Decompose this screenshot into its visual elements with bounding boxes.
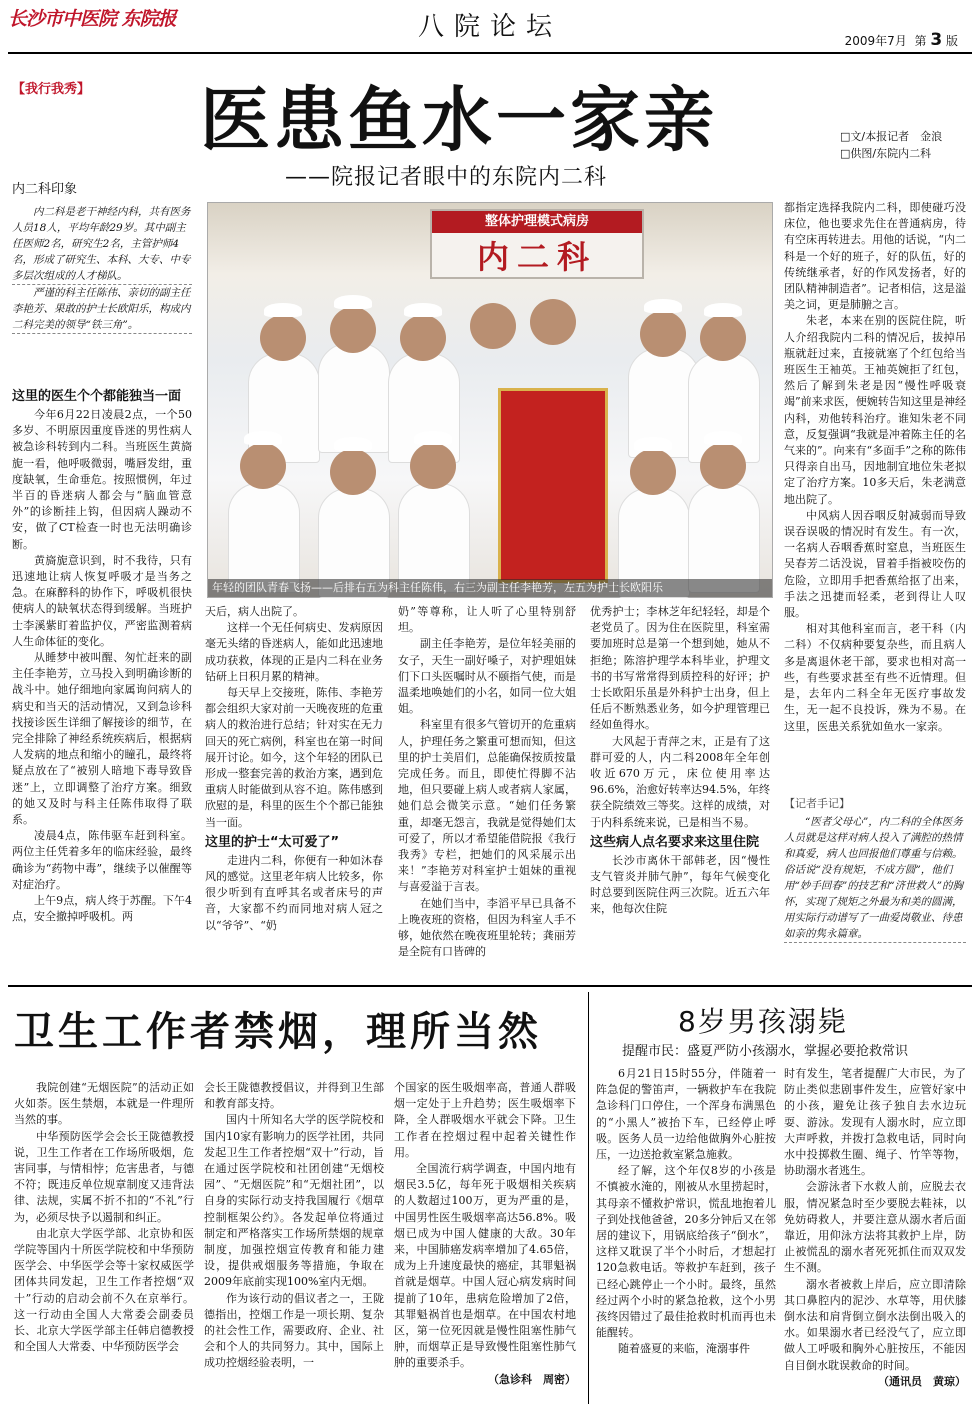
smoking-headline: 卫生工作者禁烟，理所当然 [14,1009,542,1055]
paragraph: 作为该行动的倡议者之一，王陇德指出，控烟工作是一项长期、复杂的社会性工作，需要政府、企业、社会和个人的共同努力。其中，国际上成功控烟经验表明，一 [204,1291,384,1370]
paragraph: 走进内二科，你便有一种如沐春风的感觉。这里老年病人比较多，你很少听到有直呼其名或者床号的声音，大家都不约而同地对病人冠之以“爷爷”、“奶 [205,853,383,932]
reporter-note [784,792,966,982]
article-column-1 [12,385,192,975]
paragraph: 我院创建“无烟医院”的活动正如火如荼。医生禁烟，本就是一件理所当然的事。 [14,1081,194,1127]
subhead: ——院报记者眼中的东院内二科 [285,165,608,190]
issue-date-text: 2009年7月 [844,34,907,48]
credit-photo: □ 供图/东院内二科 [840,147,931,160]
drowning-subhead: 提醒市民：盛夏严防小孩溺水，掌握必要抢救常识 [622,1044,909,1059]
reporter-note-body [784,814,966,943]
staff-face [530,299,576,345]
paragraph: 黄旖旎意识到，时不我待，只有迅速地让病人恢复呼吸才是当务之急。在麻醉科的协作下，呼吸机很快使病人的缺氧状态得到缓解。当班护士李溪紫盯着监护仪，严密监测着病人生命体征的变化。 [12,553,192,648]
ward-sign-main: 内二科 [476,238,597,276]
staff-face [260,315,306,361]
paragraph: 溺水者被救上岸后，应立即清除其口鼻腔内的泥沙、水草等，用伏膝倒水法和肩背倒立倒水法倒出吸入的水。如果溺水者已经没气了，应立即做人工呼吸和胸外心脏按压，不能因自目倒水耽误救命的时间。 [784,1277,966,1372]
subheading: 这里的医生个个都能独当一面 [12,389,182,404]
page-prefix: 第 [914,34,927,48]
paragraph: 凌晨4点，陈伟驱车赶到科室。两位主任凭着多年的临床经验，最终确诊为“药物中毒”，继续予以催醒等对症治疗。 [12,829,192,891]
section-divider [8,985,972,987]
paragraph: 会游泳者下水救人前，应脱去衣服，情况紧急时至少要脱去鞋袜，以免妨碍救人，并要注意从溺水者后面靠近，用仰泳方法将其救护上岸，防止被慌乱的溺水者死死抓住而双双发生不测。 [784,1180,966,1275]
paragraph: 中风病人因吞咽反射减弱而导致误吞误吸的情况时有发生。有一次，一名病人吞咽香蕉时窒息，当班医生吴春芳二话没说，冒着手指被咬伤的危险，立即用手把香蕉给抠了出来，手法之迅捷而轻柔，老到得让人叹服。 [784,508,966,620]
team-photo [207,202,773,598]
smoking-column-1 [14,1080,194,1405]
reporter-note-title: 【记者手记】 [784,797,850,810]
paragraph: 随着盛夏的来临，淹溺事件 [618,1342,750,1356]
drowning-headline: 8岁男孩溺毙 [678,1005,848,1038]
paragraph: 科室里有很多气管切开的危重病人，护理任务之繁重可想而知，但这里的护士美眉们，总能确保按质按量完成任务。而且，即使忙得脚不沾地，但只要碰上病人或者病人家属，她们总会微笑示意。“她们任务繁重，却毫无怨言，我就是觉得她们太可爱了，所以才希望能借院报《我行我秀》专栏，把她们的风采展示出来！”李艳芳对科室护士姐妹的重视与喜爱溢于言表。 [398,718,576,894]
staff-face [410,443,456,489]
paragraph: 长沙市离休干部韩老，因“慢性支气管炎并肺气肿”，每年气候变化时总要到医院住两三次院。近五六年来，他每次住院 [590,853,770,916]
smoking-byline: （急诊科 周密） [488,1372,576,1386]
paragraph: 全国流行病学调查，中国内地有烟民3.5亿，每年死于吸烟相关疾病的人数超过100万，更为严重的是，中国男性医生吸烟率高达56.8%。吸烟已成为中国人健康的大敌。30年来，中国肺癌发病率增加了4.65倍，成为上升速度最快的癌症，其罪魁祸首就是烟草。中国人冠心病发病时间提前了10年，患病危险增加了2倍，其罪魁祸首也是烟草。在中国农村地区，第一位死因就是慢性阻塞性肺气肿，而烟草正是导致慢性阻塞性肺气肿的重要杀手。 [394,1162,576,1370]
article-column-4 [590,604,770,974]
page-number: 3 [930,30,943,50]
sidebar-title: 内二科印象 [12,182,78,197]
credits [840,128,942,162]
paragraph: 相对其他科室而言，老干科（内二科）不仅病种要复杂些，而且病人多是离退休老干部，要求也相对高一些，有些要求甚至有些不近情理。但是，去年内二科全年无医疗事故发生，无一起不良投诉，殊为不易。在这里，医患关系犹如鱼水一家亲。 [784,622,966,733]
ward-sign [430,209,644,279]
smoking-column-3 [394,1080,576,1405]
article-column-5 [784,200,966,775]
staff-face [400,315,446,361]
page-suffix: 版 [945,34,958,48]
section-tag: 【我行我秀】 [12,82,91,97]
article-column-2 [205,604,383,974]
red-silk-banner [498,388,608,583]
paragraph: 大风起于青萍之末，正是有了这群可爱的人，内二科2008年全年创收近670万元，床位使用率达96.6%，治愈好转率达94.5%，年终获全院绩效三等奖。这样的成绩，对于内科系统来说，已是相当不易。 [590,734,770,829]
paragraph: 中华预防医学会会长王陇德教授说，卫生工作者在工作场所吸烟，危害同事，与情相悖；危害患者，与德不符；既违反单位规章制度又违背法律、法规，实属不折不扣的“不礼”行为，必须尽快予以遏制和纠正。 [14,1129,194,1224]
drowning-byline: （通讯员 黄琼） [878,1374,966,1388]
paragraph: 经了解，这个年仅8岁的小孩是不慎被水淹的，刚被从水里捞起时，其母亲不懂救护常识，慌乱地抱着儿子到处找他爸爸，20多分钟后又在邻居的建议下，用锅底给孩子“倒水”，这样又耽误了半个小时后，才想起打120急救电话。等救护车赶到，孩子已经心跳停止一个小时。最终，虽然经过两个小时的紧急抢救，这个小男孩终因错过了最佳抢救时机而再也未能醒转。 [596,1164,776,1340]
article-column-3 [398,604,576,974]
staff-face [470,303,516,349]
staff-face [330,449,376,495]
drowning-column-1 [596,1066,776,1406]
ward-sign-top: 整体护理模式病房 [432,211,642,233]
paragraph: 国内十所知名大学的医学院校和国内10家有影响力的医学社团，共同发起卫生工作者控烟“双十”行动，旨在通过医学院校和社团创建“无烟校园”、“无烟医院”和“无烟社团”，以自身的实际行动支持我国履行《烟草控制框架公约》。各发起单位将通过制定和严格落实工作场所禁烟的规章制度，加强控烟宣传教育和能力建设，提供戒烟服务等措施，争取在2009年底前实现100%室内无烟。 [204,1113,384,1289]
staff-face [630,449,676,495]
staff-face [240,443,286,489]
paragraph: 个国家的医生吸烟率高，普通人群吸烟一定处于上升趋势；医生吸烟率下降，全人群吸烟水平就会下降。卫生工作者在控烟过程中起着关键性作用。 [394,1081,576,1159]
paragraph: 从睡梦中被叫醒、匆忙赶来的副主任李艳芳，立马投入到明确诊断的战斗中。她仔细地向家属询问病人的病史和当天的活动情况，又到急诊科找接诊医生详细了解接诊的细节，在完全排除了神经系统疾病后，根据病人发病的地点和缩小的瞳孔，最终将疑点放在了“被别人暗地下毒导致昏迷”上，立即调整了治疗方案。细致的她又及时与科主任陈伟取得了联系。 [12,651,192,827]
subheading: 这里的护士“太可爱了” [205,834,340,850]
staff-face [330,307,376,353]
paragraph: 奶”等尊称，让人听了心里特别舒坦。 [398,605,576,635]
paragraph: 今年6月22日凌晨2点，一个50多岁、不明原因重度昏迷的男性病人被急诊科转到内二科。当班医生黄旖旎一看，他呼吸微弱，嘴唇发绀，重度缺氧，生命垂危。按照惯例，年过半百的昏迷病人都会与“脑血管意外”的诊断挂上钩，但因病人躁动不安，做了CT检查一时也无法明确诊断。 [12,408,192,551]
paragraph: 朱老，本来在别的医院住院，听人介绍我院内二科的情况后，拔掉吊瓶就赶过来，直接就塞了个红包给当班医生王袖英。王袖英婉拒了红包，然后了解到朱老是因“慢性呼吸衰竭”前来求医，便婉转告知这里是神经内科，劝他转科治疗。谁知朱老不同意，反复强调“我就是冲着陈主任的名气来的”。向来有“多面手”之称的陈伟只得亲自出马，因地制宜地位朱老拟定了治疗方案。10多天后，朱老满意地出院了。 [784,314,966,506]
drowning-column-2 [784,1066,966,1406]
paragraph: 优秀护士；李林芝年纪轻轻，却是个老党员了。因为住在医院里，科室需要加班时总是第一个想到她，她从不拒绝；陈溶护理学本科毕业，护理文书的书写常常得到质控科的好评；护士长欧阳乐虽是外科护士出身，但上任后不断熟悉业务，如今护理管理已经如鱼得水。 [590,605,770,732]
paragraph: 在她们当中，李滔平早已具备不上晚夜班的资格，但因为科室人手不够，她依然在晚夜班里轮转；龚丽芳是全院有口皆碑的 [398,896,576,959]
staff-figure [228,483,300,593]
sidebar-box [12,178,192,334]
staff-face [700,443,746,489]
masthead-rule [8,52,972,54]
credit-text: □ 文/本报记者 金浪 [840,130,942,143]
paragraph: 上午9点，病人终于苏醒。下午4点，安全撤掉呼吸机。两 [12,894,192,924]
paragraph: 每天早上交接班，陈伟、李艳芳都会组织大家对前一天晚夜班的危重病人的救治进行总结；针对实在无力回天的死亡病例，科室也在第一时间展开讨论。如今，这个年轻的团队已形成一整套完善的救治方案，遇到危重病人时能做到从容不迫。陈伟感到欣慰的是，科里的医生个个都已能独当一面。 [205,686,383,829]
masthead-logo: 长沙市中医院 东院报 [8,8,176,30]
paragraph: 副主任李艳芳，是位年轻美丽的女子，天生一副好嗓子，对护理姐妹们下口头医嘱时从不颐指气使，而是温柔地唤她们的小名，如同一位大姐姐。 [398,637,576,716]
issue-date [845,30,958,50]
paragraph: 都指定选择我院内二科，即使碰巧没床位，他也要求先住在普通病房，待有空床再转进去。用他的话说，“内二科是一个好的班子，好的队伍，好的传统继承者，好的作风发扬者，好的团队精神制造者”。记者相信，这是溢美之词，更是肺腑之言。 [784,201,966,312]
sidebar-para: 内二科是老干神经内科，共有医务人员18人，平均年龄29岁。其中副主任医师2名，研究生2名，主管护师4名，形成了研究生、本科、大专、中专多层次组成的人才梯队。 [12,204,192,285]
paragraph: 天后，病人出院了。 [205,605,304,618]
page-section-title: 八院论坛 [417,12,562,42]
paragraph: 由北京大学医学部、北京协和医学院等国内十所医学院校和中华预防医学会、中华医学会等十家权威医学团体共同发起，卫生工作者控烟“双十”行动的启动会前不久在京举行。这一行动由全国人大常委会副委员长、北京大学医学部主任韩启德教授和全国人大常委、中华预防医学会 [14,1226,194,1354]
subheading: 这些病人点名要求来这里住院 [590,834,760,850]
paragraph: 会长王陇德教授倡议，并得到卫生部和教育部支持。 [204,1081,384,1111]
paragraph: 6月21日15时55分，伴随着一阵急促的警笛声，一辆救护车在我院急诊科门口停住，一个浑身布满黑色的“小黑人”被抬下车，已经停止呼吸。医务人员一边给他做胸外心脏按压，一边送抢救室紧急施救。 [596,1067,776,1162]
paragraph: 这样一个无任何病史、发病原因毫无头绪的昏迷病人，能如此迅速地成功获救，体现的正是内二科在业务钻研上日积月累的精神。 [205,621,383,683]
staff-figure [688,483,760,593]
paragraph: 时有发生，笔者提醒广大市民，为了防止类似悲剧事件发生，应管好家中的小孩，避免让孩子独自去水边玩耍、游泳。发现有人溺水时，应立即大声呼救，并拨打急救电话，同时向水中投掷救生圈、绳子、竹竿等物，协助溺水者逃生。 [784,1067,966,1178]
column-divider [588,992,589,1404]
sidebar-body [12,204,192,334]
staff-face [640,311,686,357]
reporter-note-text: “医者父母心”，内二科的全体医务人员就是这样对病人投入了满腔的热情和真爱，病人也回报他们尊重与信赖。俗话说“没有规矩，不成方圆”，他们用“妙手回春”的技艺和“济世救人”的胸怀，实现了规矩之外最为和美的圆满，用实际行动谱写了一曲爱岗敬业、待患如亲的隽永篇章。 [784,814,966,943]
headline: 医患鱼水一家亲 [200,79,718,161]
staff-figure [398,483,470,593]
sidebar-para: 严谨的科主任陈伟、亲切的副主任李艳芳、果敢的护士长欧阳乐，构成内二科完美的领导“铁三角”。 [12,285,192,334]
photo-caption: 年轻的团队青春飞扬——后排右五为科主任陈伟，右三为副主任李艳芳，左五为护士长欧阳乐 [208,579,772,597]
smoking-column-2 [204,1080,384,1405]
staff-face [700,315,746,361]
